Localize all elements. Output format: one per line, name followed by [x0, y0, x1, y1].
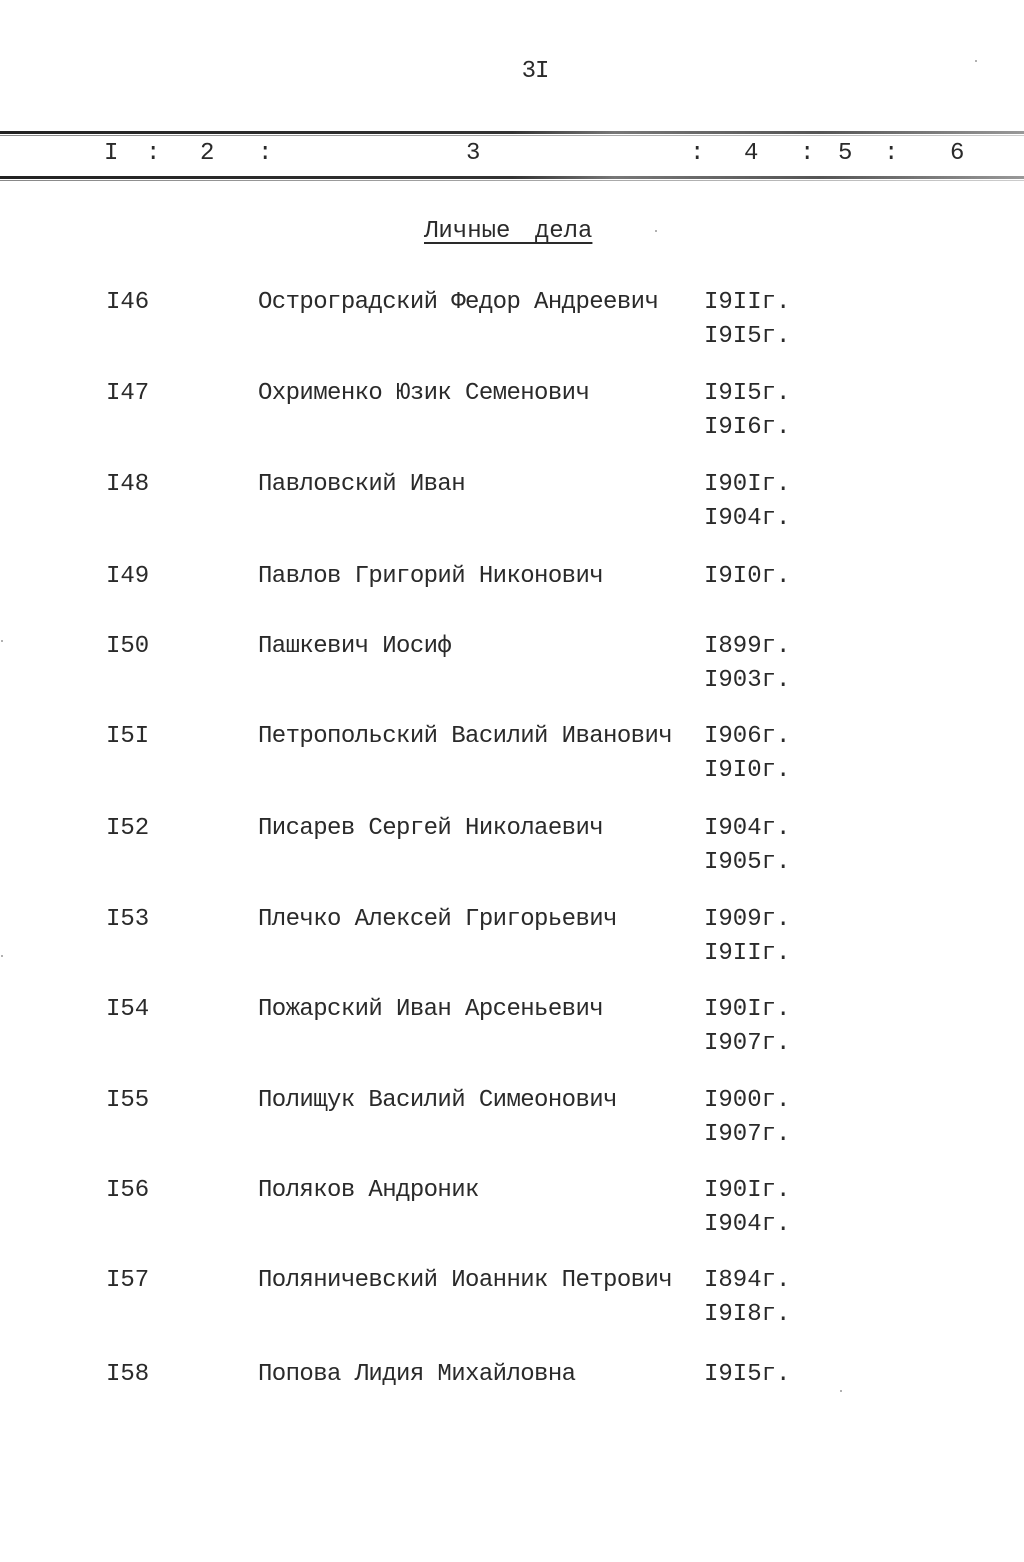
header-rule-top: [0, 131, 1024, 134]
entry-date-end: I9IIг.: [704, 940, 791, 967]
column-header-6: 6: [950, 140, 965, 167]
entry-name: Петропольский Василий Иванович: [258, 723, 673, 750]
entry-date-start: I9IIг.: [704, 289, 791, 316]
header-rule-bottom: [0, 176, 1024, 179]
scan-speck: [655, 230, 657, 232]
entry-date-start: I9I5г.: [704, 1361, 791, 1388]
scan-speck: [840, 1390, 842, 1392]
entry-number: I54: [106, 996, 150, 1023]
section-title: Личные дела: [424, 218, 593, 245]
entry-dates: [704, 560, 790, 594]
column-header-2: 2: [200, 140, 215, 167]
column-separator: :: [690, 140, 705, 167]
entry-number: I52: [106, 815, 150, 842]
entry-date-end: I9I8г.: [704, 1301, 791, 1328]
entry-name: Пашкевич Иосиф: [258, 633, 452, 660]
entry-name: Попова Лидия Михайловна: [258, 1361, 576, 1388]
entry-name: Охрименко Юзик Семенович: [258, 380, 590, 407]
entry-date-start: I90Iг.: [704, 471, 791, 498]
column-header-3: 3: [466, 140, 481, 167]
entry-number: I55: [106, 1087, 150, 1114]
entry-number: I50: [106, 633, 150, 660]
entry-number: I46: [106, 289, 150, 316]
entry-dates: [704, 630, 790, 698]
scan-speck: [1, 640, 3, 642]
entry-name: Поляков Андроник: [258, 1177, 479, 1204]
entry-number: I53: [106, 906, 150, 933]
entry-number: I56: [106, 1177, 150, 1204]
entry-dates: [704, 468, 790, 536]
entry-date-start: I9I5г.: [704, 380, 791, 407]
entry-date-start: I904г.: [704, 815, 791, 842]
column-separator: :: [258, 140, 273, 167]
entry-date-start: I906г.: [704, 723, 791, 750]
entry-dates: [704, 1174, 790, 1242]
entry-name: Павловский Иван: [258, 471, 466, 498]
entry-dates: [704, 1084, 790, 1152]
column-header-5: 5: [838, 140, 853, 167]
scan-speck: [975, 60, 977, 62]
entry-date-start: I900г.: [704, 1087, 791, 1114]
entry-number: I58: [106, 1361, 150, 1388]
entry-date-end: I903г.: [704, 667, 791, 694]
entry-date-end: I9I6г.: [704, 414, 791, 441]
entry-number: I57: [106, 1267, 150, 1294]
entry-number: I48: [106, 471, 150, 498]
entry-name: Остроградский Федор Андреевич: [258, 289, 659, 316]
entry-name: Полищук Василий Симеонович: [258, 1087, 617, 1114]
entry-number: I49: [106, 563, 150, 590]
entry-dates: [704, 377, 790, 445]
entry-number: I47: [106, 380, 150, 407]
scan-speck: [1, 955, 3, 957]
entry-date-end: I905г.: [704, 849, 791, 876]
entry-date-end: I907г.: [704, 1121, 791, 1148]
entry-name: Писарев Сергей Николаевич: [258, 815, 604, 842]
column-separator: :: [800, 140, 815, 167]
column-header-1: I: [104, 140, 119, 167]
page-number: 3I: [521, 58, 549, 85]
entry-dates: [704, 720, 790, 788]
entry-date-start: I899г.: [704, 633, 791, 660]
entry-dates: [704, 993, 790, 1061]
entry-name: Поляничевский Иоанник Петрович: [258, 1267, 673, 1294]
entry-date-end: I907г.: [704, 1030, 791, 1057]
column-separator: :: [884, 140, 899, 167]
entry-date-start: I894г.: [704, 1267, 791, 1294]
entry-name: Пожарский Иван Арсеньевич: [258, 996, 604, 1023]
entry-number: I5I: [106, 723, 150, 750]
entry-date-start: I909г.: [704, 906, 791, 933]
entry-name: Плечко Алексей Григорьевич: [258, 906, 617, 933]
entry-name: Павлов Григорий Никонович: [258, 563, 604, 590]
entry-date-start: I9I0г.: [704, 563, 791, 590]
entry-date-end: I904г.: [704, 1211, 791, 1238]
entry-dates: [704, 1358, 790, 1392]
entry-date-end: I9I5г.: [704, 323, 791, 350]
entry-dates: [704, 903, 790, 971]
entry-dates: [704, 286, 790, 354]
entry-date-start: I90Iг.: [704, 996, 791, 1023]
entry-date-start: I90Iг.: [704, 1177, 791, 1204]
entry-dates: [704, 1264, 790, 1332]
column-separator: :: [146, 140, 161, 167]
entry-date-end: I9I0г.: [704, 757, 791, 784]
column-header-4: 4: [744, 140, 759, 167]
entry-dates: [704, 812, 790, 880]
entry-date-end: I904г.: [704, 505, 791, 532]
